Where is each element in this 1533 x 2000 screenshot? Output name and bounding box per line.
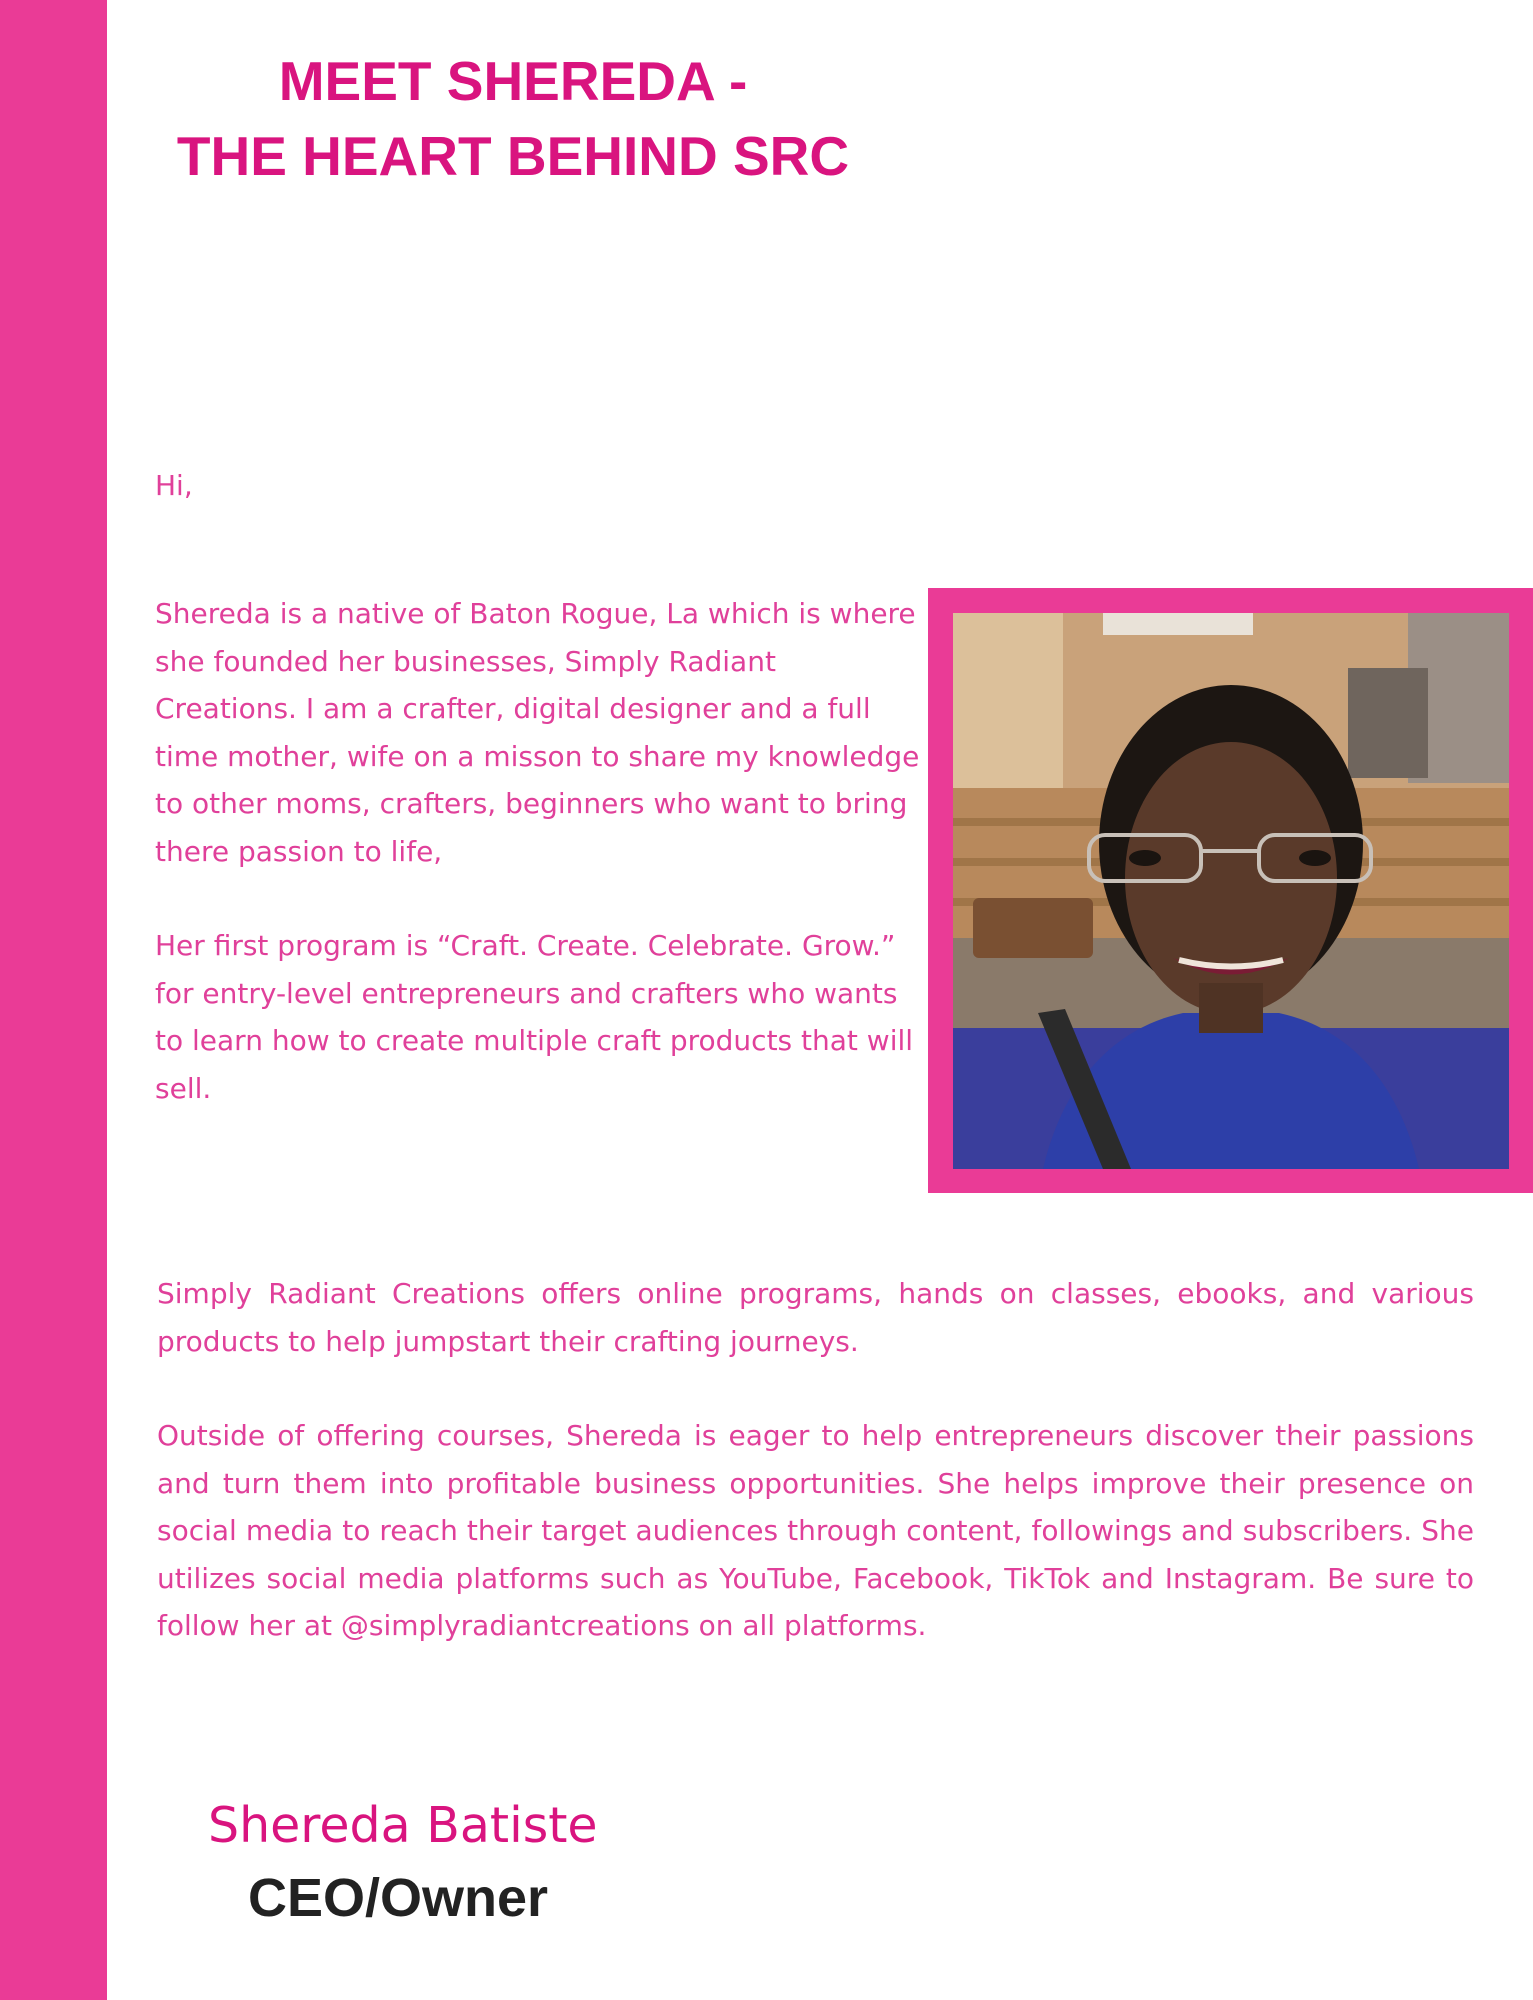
signature-role: CEO/Owner — [248, 1868, 549, 1928]
left-accent-bar — [0, 0, 107, 2000]
page-title-line-2: THE HEART BEHIND SRC — [176, 125, 850, 187]
intro-paragraph-1: Shereda is a native of Baton Rogue, La which is where she founded her businesses, Simply Radiant Creations. I am a crafter, digital designer and a full time mother, wife on a misson to share my knowledge to other moms, crafters, beginners who want to bring there passion to life, — [155, 597, 920, 868]
greeting: Hi, — [155, 469, 193, 502]
details-section — [157, 1270, 1474, 1650]
intro-paragraph-2: Her first program is “Craft. Create. Celebrate. Grow.” for entry-level entrepreneurs and crafters who wants to learn how to create multiple craft products that will sell. — [155, 929, 914, 1105]
signature-name: Shereda Batiste — [208, 1797, 598, 1854]
details-paragraph-2: Outside of offering courses, Shereda is eager to help entrepreneurs discover their passions and turn them into profitable business opportunities. She helps improve their presence on social media to reach their target audiences through content, followings and subscribers. She utilizes social media platforms such as YouTube, Facebook, TikTok and Instagram. Be sure to follow her at @simplyradiantcreations on all platforms. — [157, 1419, 1474, 1642]
intro-section — [155, 590, 925, 1112]
page-title-line-1: MEET SHEREDA - — [278, 50, 748, 112]
page-title — [128, 44, 898, 194]
details-paragraph-1: Simply Radiant Creations offers online programs, hands on classes, ebooks, and various products to help jumpstart their crafting journeys. — [157, 1277, 1474, 1358]
portrait-photo-icon — [953, 613, 1509, 1169]
portrait-frame — [928, 588, 1533, 1193]
